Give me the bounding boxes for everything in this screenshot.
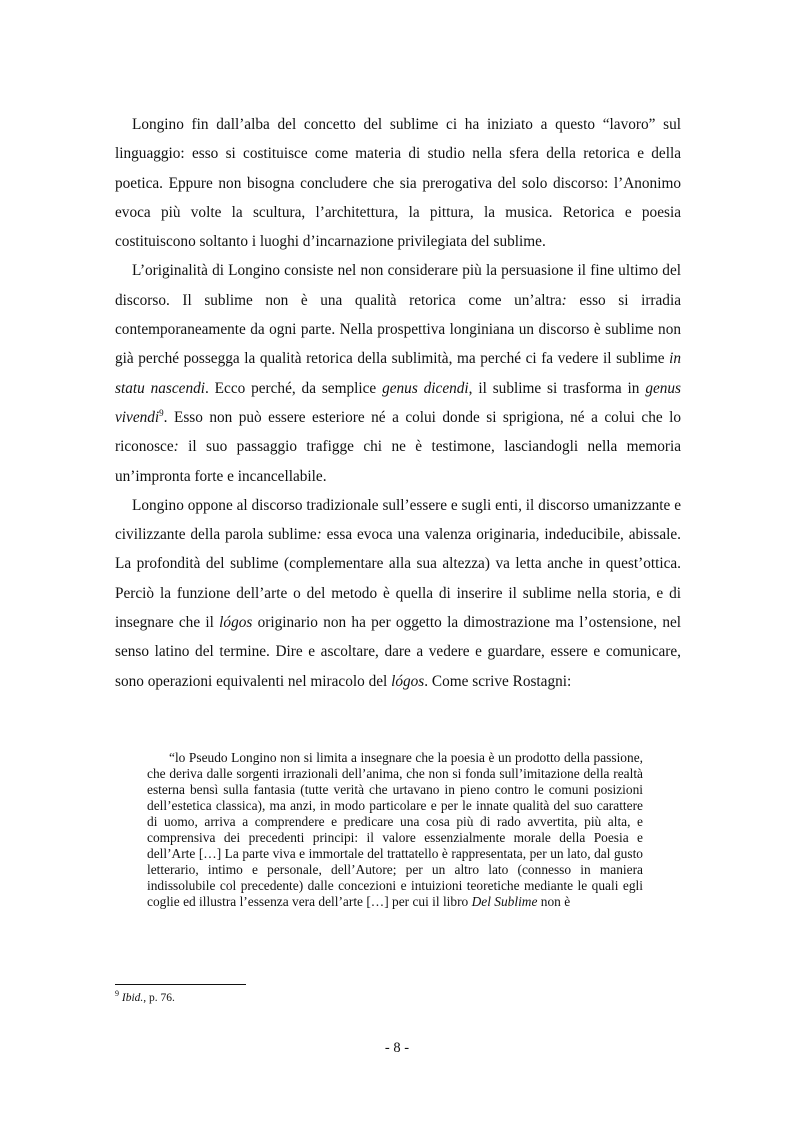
italic-text: Del Sublime [471, 894, 538, 909]
footnote-text [119, 992, 175, 1004]
italic-text: : [561, 291, 567, 309]
body-text [115, 110, 681, 696]
footnote-ref: 9 [159, 407, 164, 418]
italic-text: lógos [391, 672, 425, 690]
block-quote [147, 750, 643, 910]
paragraph-1 [115, 110, 681, 256]
text-run: L’originalità di Longino consiste nel non considerare più la persuasione il fine ultimo del discorso. Il sublime non è una qualità retorica come un’altra [115, 262, 681, 309]
text-run: il suo passaggio trafigge chi ne è testimone, lasciandogli nella memoria un’impronta forte e incancellabile. [115, 438, 681, 485]
italic-text: genus vivendi [115, 379, 682, 426]
page-number: - 8 - [384, 1040, 410, 1056]
italic-text: in statu nascendi [115, 350, 681, 397]
italic-text: : [316, 526, 322, 544]
text-run: “lo Pseudo Longino non si limita a insegnare che la poesia è un prodotto della passione, che deriva dalle sorgenti irrazionali dell’anima, che non si fonda sull’imitazione della realtà esterna bensì sulla fantasia (tutte verità che urtavano in pieno contro le comuni posizioni dell’estetica classica), ma anzi, in modo particolare e per le innate qualità del suo carattere di uomo, arriva a comprendere e predicare una cosa più di rado avvertita, più alta, e comprensiva dei precedenti principi: il valore essenzialmente morale della Poesia e dell’Arte […] La parte viva e immortale del trattatello è rappresentata, per un lato, dal gusto letterario, intimo e personale, dell’Autore; per un altro lato (connesso in maniera indissolubile col precedente) dalle concezioni e intuizioni teoretiche mediante le quali egli coglie ed illustra l’essenza vera dell’arte […] per cui il libro [147, 750, 643, 909]
text-run: non è [537, 894, 571, 909]
text-run: esso si irradia contemporaneamente da ogni parte. Nella prospettiva longiniana un discorso è sublime non già perché possegga la qualità retorica della sublimità, ma perché ci fa vedere il sublime [115, 291, 681, 368]
footnote [115, 991, 175, 1005]
text-run: . Esso non può essere esteriore né a colui donde si sprigiona, né a colui che lo riconosce [115, 408, 681, 456]
text-run: . Come scrive Rostagni: [424, 672, 572, 690]
text-run: . Ecco perché, da semplice [205, 379, 383, 397]
text-run: essa evoca una valenza originaria, indeducibile, abissale. La profondità del sublime (complementare alla sua altezza) va letta anche in quest’ottica. Perciò la funzione dell’arte o del metodo è quella di inserire il sublime nella storia, e di insegnare che il [115, 526, 681, 632]
footnote-separator [115, 984, 246, 985]
text-run: , p. 76. [143, 992, 175, 1004]
footnote-number: 9 [115, 989, 119, 999]
italic-text: lógos [219, 614, 253, 632]
italic-text: Ibid. [121, 992, 144, 1004]
text-run: , il sublime si trasforma in [468, 379, 646, 397]
italic-text: : [173, 438, 179, 456]
text-run: Longino oppone al discorso tradizionale sull’essere e sugli enti, il discorso umanizzante e civilizzante della parola sublime [115, 496, 681, 544]
text-run: originario non ha per oggetto la dimostrazione ma l’ostensione, nel senso latino del termine. Dire e ascoltare, dare a vedere e guardare, essere e comunicare, sono operazioni equivalenti nel miracolo del [115, 614, 682, 690]
paragraph-3 [115, 491, 681, 696]
paragraph-2 [115, 256, 681, 490]
text-run: Longino fin dall’alba del concetto del sublime ci ha iniziato a questo “lavoro” sul linguaggio: esso si costituisce come materia di studio nella sfera della retorica e della poetica. Eppure non bisogna concludere che sia prerogativa del solo discorso: l’Anonimo evoca più volte la scultura, l’architettura, la pittura, la musica. Retorica e poesia costituiscono soltanto i luoghi d’incarnazione privilegiata del sublime. [115, 116, 681, 251]
italic-text: genus dicendi [382, 379, 469, 397]
